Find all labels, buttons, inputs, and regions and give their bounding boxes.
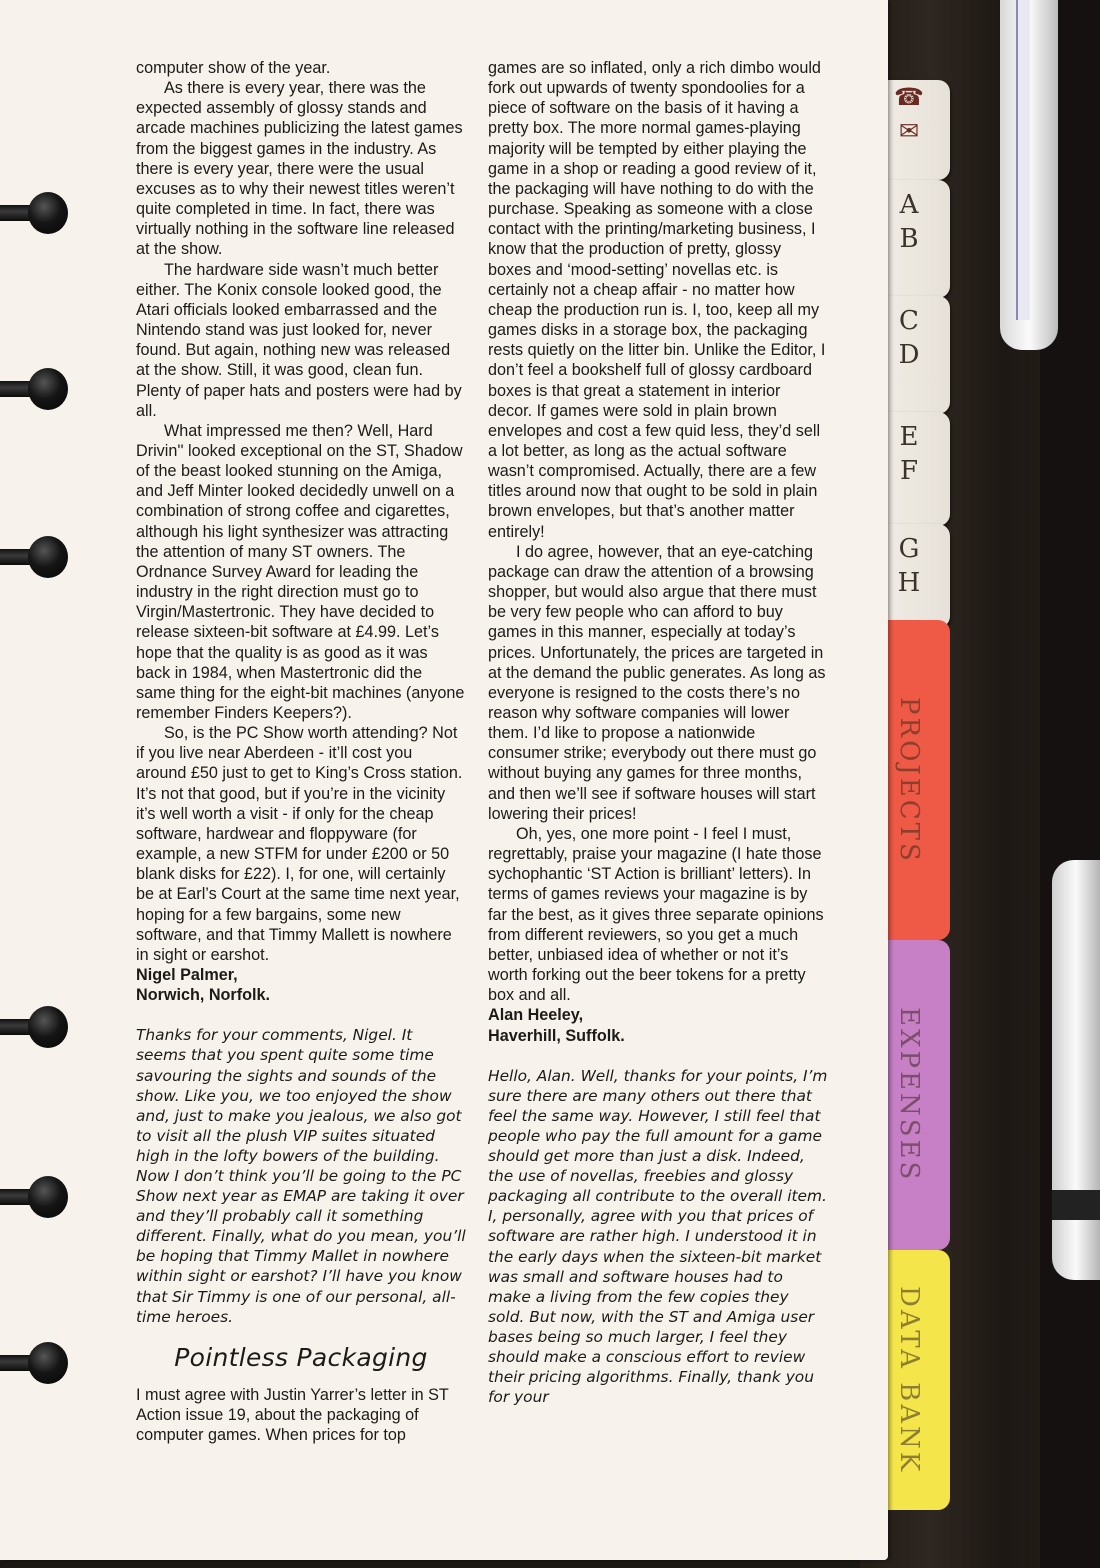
tab-letter-d: D <box>898 340 920 370</box>
tab-letter-h: H <box>897 568 921 598</box>
letter-paragraph: As there is every year, there was the expected assembly of glossy stands and arcade machines publicizing the latest games from the biggest games in the industry. As there is every year, there were the usual excuses as to why their newest titles weren’t quite completed in time. In fact, there was virtually nothing in the software line released at the show. <box>136 79 463 259</box>
binder-ring <box>0 1346 74 1380</box>
tab-expenses-label: EXPENSES <box>894 1007 924 1183</box>
pen-bottom <box>1052 860 1100 1280</box>
letter-paragraph: computer show of the year. <box>136 59 331 77</box>
phone-icon: ☎ <box>894 83 924 111</box>
signature-place: Norwich, Norfolk. <box>136 986 271 1005</box>
tab-letter-b: B <box>899 224 919 254</box>
signature-place: Haverhill, Suffolk. <box>488 1026 625 1045</box>
tab-letter-a: A <box>899 190 919 220</box>
tab-letter-e: E <box>899 422 919 452</box>
letter-paragraph: The hardware side wasn’t much better either. The Konix console looked good, the Atari officials looked embarrassed and the Nintendo stand was just looked for, never found. But again, nothing new was released at the show. Still, it was good, clean fun. Plenty of paper hats and posters were had by all. <box>136 260 462 420</box>
envelope-icon: ✉ <box>898 117 920 145</box>
binder-ring <box>0 372 74 406</box>
pen-top <box>1000 0 1058 350</box>
signature-name: Nigel Palmer, <box>136 966 238 985</box>
letter-paragraph: games are so inflated, only a rich dimbo would fork out upwards of twenty spondoolies for a piece of software on the basis of it having a pretty box. The more normal games-playing majority will be tempted by either playing the game in a shop or reading a good review of it, the packaging will have nothing to do with the purchase. Speaking as someone with a close contact with the printing/marketing business, I know that the production of pretty, glossy boxes and ‘mood-setting’ novellas etc. is certainly not a cheap affair - no matter how cheap the production run is. I, too, keep all my games disks in a storage box, the packaging rests quietly on the litter bin. Unlike the Editor, I don’t feel a bookshelf full of glossy cardboard boxes is that great a statement in interior decor. If games were sold in plain brown envelopes and cost a few quid less, they’d sell a lot better, as long as the actual software wasn’t compromised. Actually, there are a few titles around now that ought to be sold in plain brown envelopes, but that’s another matter entirely! <box>488 59 826 541</box>
letter-paragraph: So, is the PC Show worth attending? Not if you live near Aberdeen - it’ll cost you around £50 just to get to King’s Cross station. It’s not that good, but if you’re in the vicinity it’s well worth a visit - if only for the cheap software, hardwear and floppyware (for example, a new STFM for under £200 or 50 blank disks for £22). I, for one, will certainly be at Earl’s Court at the same time next year, hoping for a few bargains, some new software, and that Timmy Mallett is nowhere in sight or earshot. <box>136 724 463 964</box>
signature-name: Alan Heeley, <box>488 1006 584 1025</box>
right-column <box>488 58 828 1407</box>
binder-ring <box>0 1180 74 1214</box>
tab-projects-label: PROJECTS <box>894 696 924 864</box>
binder-ring <box>0 1010 74 1044</box>
binder-ring <box>0 196 74 230</box>
letter-heading: Pointless Packaging <box>174 1342 428 1372</box>
editor-reply: Hello, Alan. Well, thanks for your points, I’m sure there are many others out there that feel the same way. However, I still feel that people who pay the full amount for a game should get more than just a disk. Indeed, the use of novellas, freebies and glossy packaging all contribute to the overall item. I, personally, agree with you that prices of software are rather high. I understood it in the early days when the sixteen-bit market was small and software houses had to make a living from the few copies they sold. But now, with the ST and Amiga user bases being so much larger, I feel they should make a conscious effort to review their pricing algorithms. Finally, thank you for your <box>488 1066 828 1407</box>
letter-paragraph: What impressed me then? Well, Hard Drivin'' looked exceptional on the ST, Shadow of the beast looked stunning on the Amiga, and Jeff Minter looked decidedly unwell on a combination of strong coffee and cigarettes, although his light synthesizer was attracting the attention of many ST owners. The Ordnance Survey Award for leading the industry in the right direction must go to Virgin/Mastertronic. They have decided to release sixteen-bit software at £4.99. Let’s hope that the quality is as good as it was back in 1984, when Mastertronic did the same thing for the eight-bit machines (anyone remember Finders Keepers?). <box>136 421 465 722</box>
tab-letter-c: C <box>899 306 919 336</box>
pen-band <box>1052 1190 1100 1220</box>
tab-data-bank-label: DATA BANK <box>894 1285 924 1475</box>
tab-letter-f: F <box>899 456 919 486</box>
binder-ring <box>0 540 74 574</box>
editor-reply: Thanks for your comments, Nigel. It seems that you spent quite some time savouring the sights and sounds of the show. Like you, we too enjoyed the show and, just to make you jealous, we also got to visit all the plush VIP suites situated high in the lofty bowers of the building. Now I don’t think you’ll be going to the PC Show next year as EMAP are taking it over and they’ll probably call it something different. Finally, what do you mean, you’ll be hoping that Timmy Mallet in nowhere within sight or earshot? I’ll have you know that Sir Timmy is one of our personal, all-time heroes. <box>136 1026 466 1326</box>
letter-paragraph: I must agree with Justin Yarrer’s letter in ST Action issue 19, about the packaging of computer games. When prices for top <box>136 1385 449 1445</box>
pen-clip <box>1016 0 1030 320</box>
left-column <box>136 58 466 1445</box>
letter-paragraph: Oh, yes, one more point - I feel I must, regrettably, praise your magazine (I hate those sychophantic ‘ST Action is brilliant’ letters). In terms of games reviews your magazine is by far the best, as it gives three separate opinions from different reviewers, so you get a much better, unbiased idea of whether or not it’s worth forking out the beer tokens for a pretty box and all. <box>488 824 824 1005</box>
letter-paragraph: I do agree, however, that an eye-catching package can draw the attention of a browsing shopper, but would also argue that there must be very few people who can afford to buy games in this manner, especially at today’s prices. Unfortunately, the prices are targeted in at the demand the public generates. As long as everyone is resigned to the costs there’s no reason why software companies will lower them. I’d like to propose a nationwide consumer strike; everybody out there must go without buying any games for three months, and then we’ll see if software houses will start lowering their prices! <box>488 542 826 823</box>
tab-letter-g: G <box>898 534 920 564</box>
